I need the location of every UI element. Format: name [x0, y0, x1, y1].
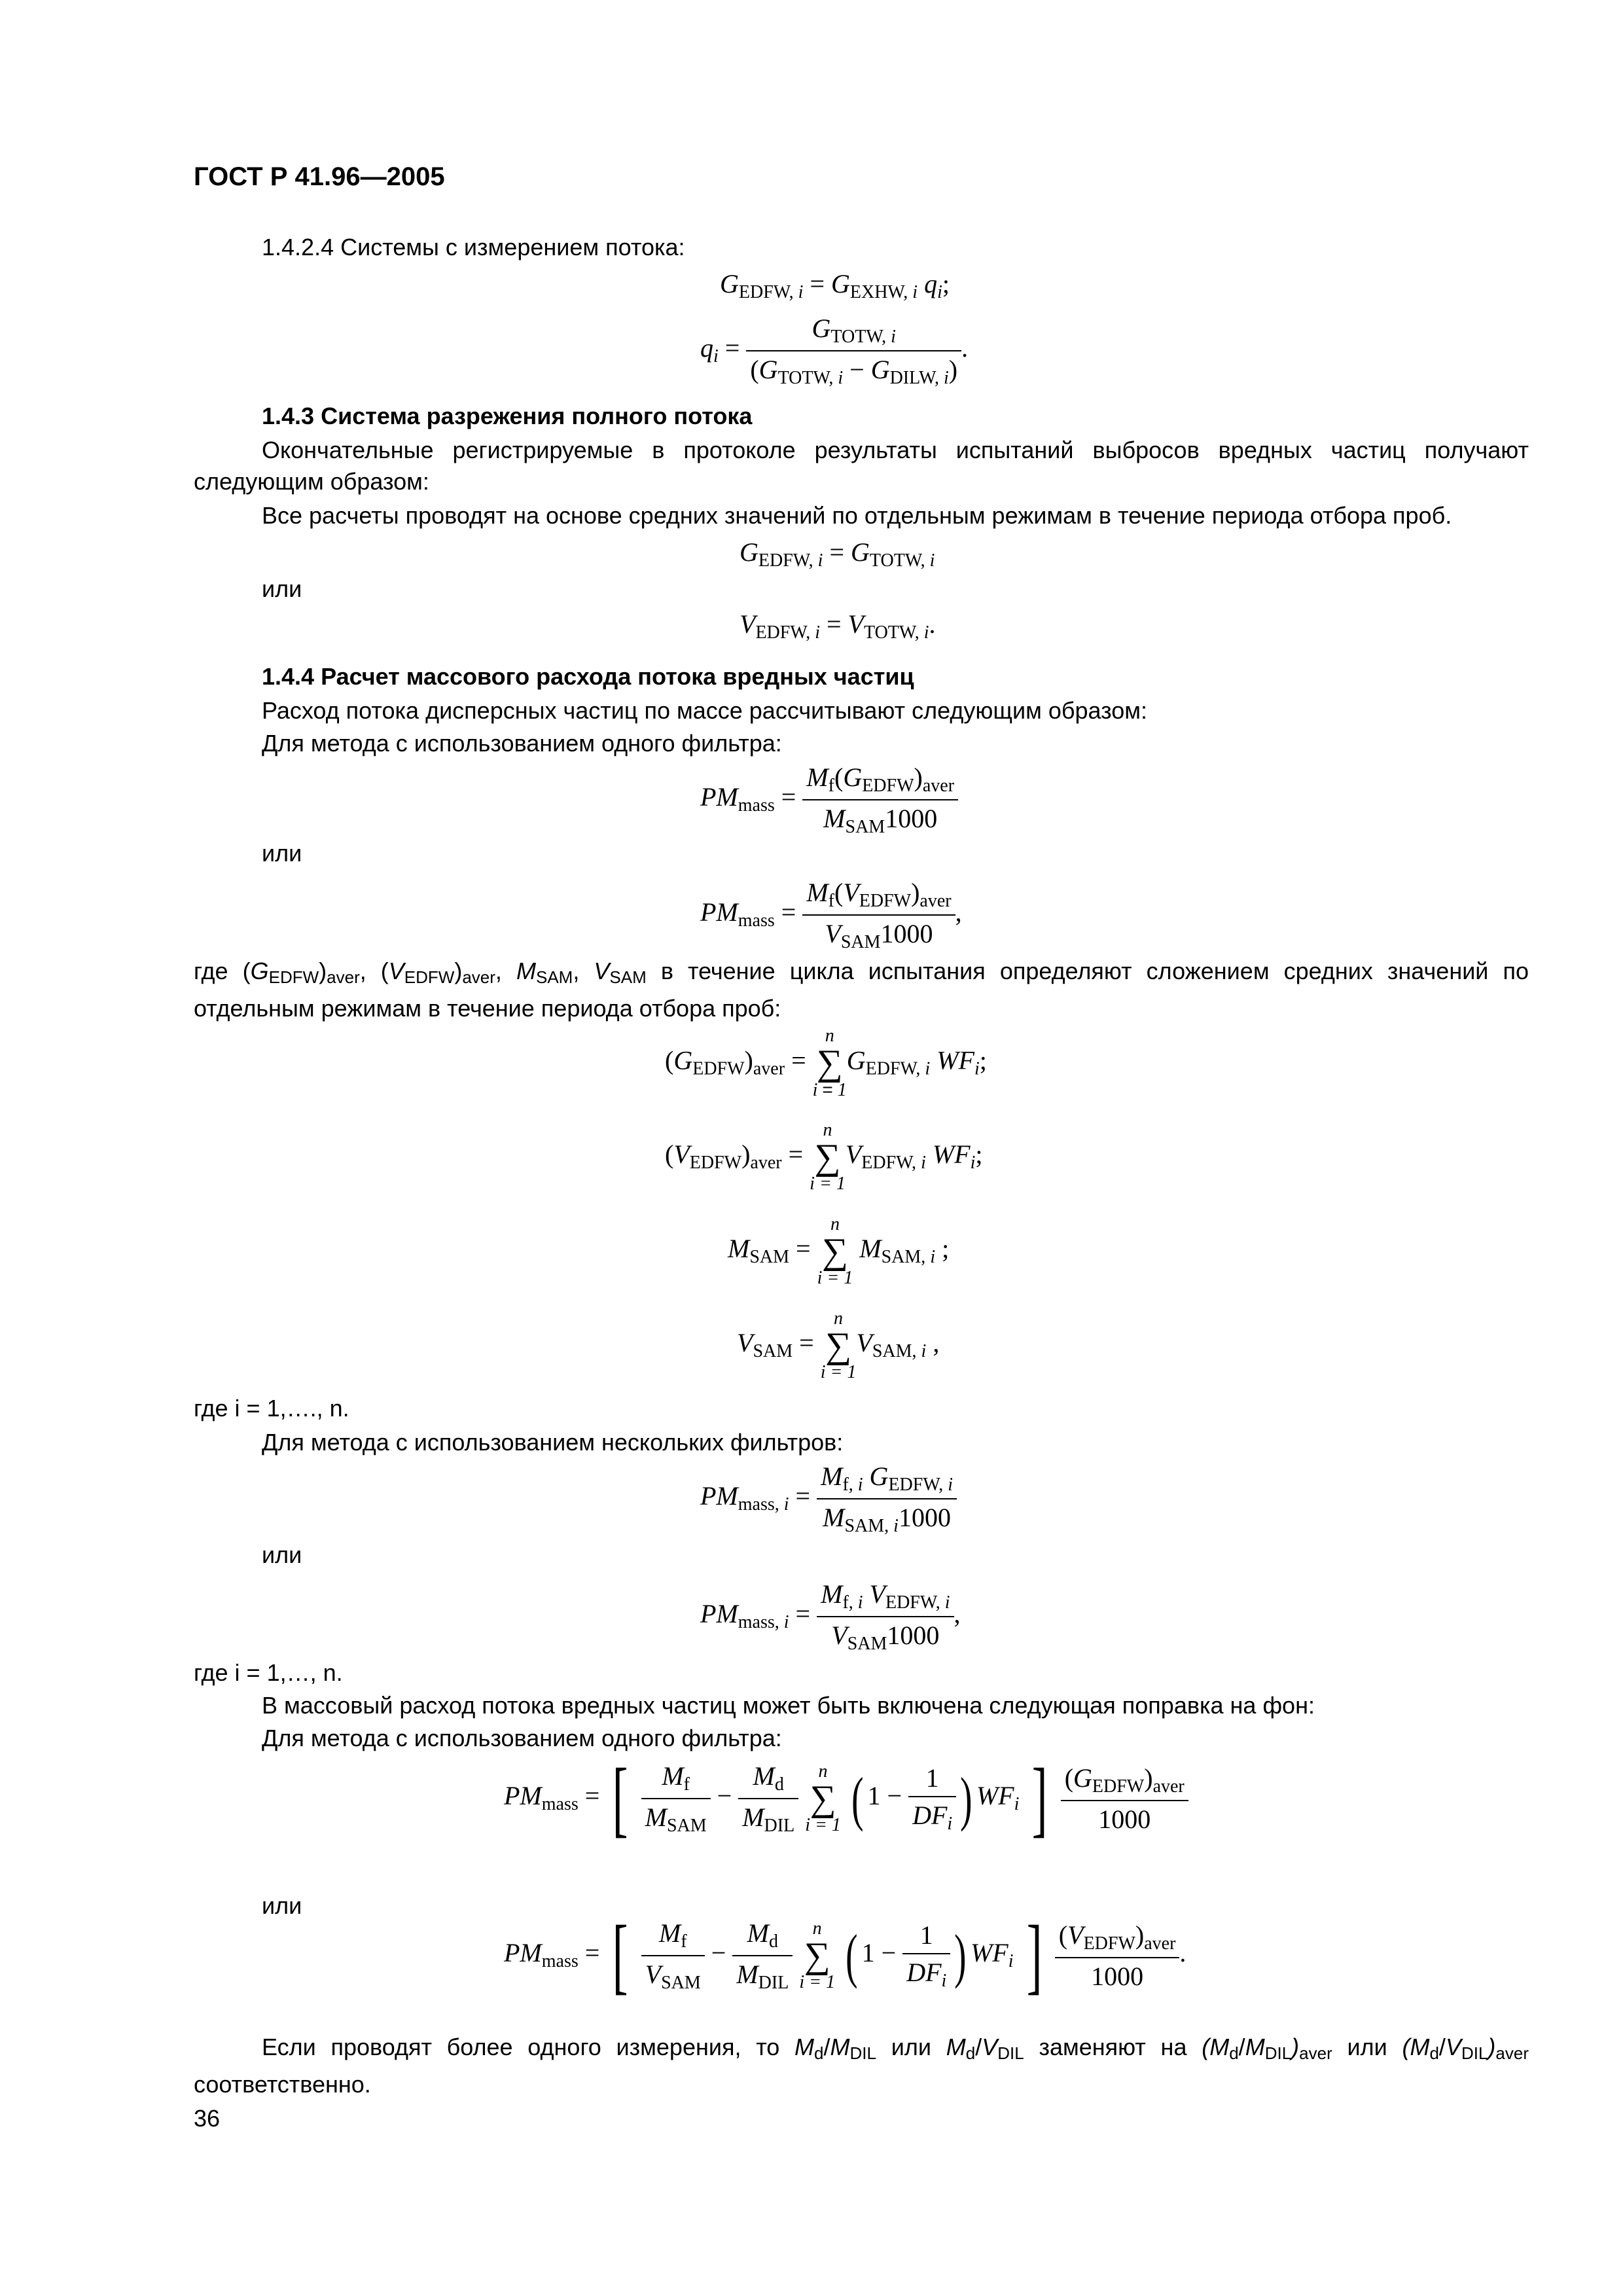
section-1-4-3-title: 1.4.3 Система разрежения полного потока: [262, 403, 753, 429]
final-replace: заменяют на: [1039, 2034, 1187, 2060]
final-text-2: соответственно.: [194, 2071, 371, 2098]
formula-gedfw-flow: $G_{EDFW, i} = G_{EXHW, i}$ $q_i$;: [720, 269, 950, 302]
final-or-2: или: [1347, 2034, 1387, 2060]
formula-sum-gedfw: $(G_{EDFW})_{aver}$ = n ∑ i = 1 $G_{EDFW, i}$ $WF_i$;: [665, 1026, 987, 1100]
formula-qi: $q_i$ = $\frac{G_{TOTW, i}}{(G_{TOTW, i} - G_{DILW, i})}$ .: [700, 314, 969, 388]
section-1-4-3-paragraph-1: Окончательные регистрируемые в протоколе результаты испытаний выбросов вредных частиц получают следующим образом:: [194, 437, 1529, 495]
or-text-1: или: [262, 575, 302, 602]
where-text-1: где (GEDFW)aver, (VEDFW)aver, MSAM, VSAM в течение цикла испытания определяют сложением средних значений по отдельным режимам в течение периода отбора проб:: [194, 958, 1529, 1022]
section-1-4-4-paragraph-3: Для метода с использованием нескольких фильтров:: [262, 1429, 844, 1456]
formula-background-correction-v: $PM_{mass}$ = [ $\frac{M_f}{V_{SAM}}$ − $\frac{M_d}{M_{DIL}}$ n ∑ i = 1 ( 1 − $\frac{1}{DF_i}$ ) $WF_i$ ] $\frac{(V_{EDFW})_{aver}}{1000}$ .: [504, 1909, 1186, 2003]
formula-sum-msam: $M_{SAM}$ = n ∑ i = 1 $M_{SAM, i}$ ;: [728, 1214, 950, 1288]
or-text-4: или: [262, 1892, 302, 1919]
where-i-text-1: где i = 1,…., n.: [194, 1395, 349, 1422]
formula-pmmass-v: $PM_{mass}$ = $\frac{M_f(V_{EDFW})_{aver}}{V_{SAM}1000}$ ,: [700, 878, 962, 952]
where-word-1: где: [194, 958, 228, 984]
where-i-text-2: где i = 1,…, n.: [194, 1659, 343, 1686]
section-1-4-4-paragraph-4: В массовый расход потока вредных частиц может быть включена следующая поправка на фон:: [262, 1692, 1315, 1719]
section-1-4-4-paragraph-2: Для метода с использованием одного фильтра:: [262, 730, 782, 757]
formula-background-correction-g: $PM_{mass}$ = [ $\frac{M_f}{M_{SAM}}$ − $\frac{M_d}{M_{DIL}}$ n ∑ i = 1 ( 1 − $\frac{1}{DF_i}$ ) $WF_i$ ] $\frac{(G_{EDFW})_{aver}}{1000}$: [504, 1759, 1188, 1838]
document-header: ГОСТ Р 41.96—2005: [194, 162, 445, 191]
final-paragraph: Если проводят более одного измерения, то Md/MDIL или Md/VDIL заменяют на (Md/MDIL)aver или (Md/VDIL)aver соответственно.: [194, 2034, 1529, 2098]
formula-pmmass-i-g: $PM_{mass, i}$ = $\frac{M_{f, i} G_{EDFW, i}}{M_{SAM, i}1000}$: [700, 1461, 957, 1537]
formula-gedfw-full: $G_{EDFW, i} = G_{TOTW, i}$: [740, 537, 935, 571]
section-1-4-4-title: 1.4.4 Расчет массового расхода потока вредных частиц: [262, 663, 914, 690]
or-text-2: или: [262, 840, 302, 867]
section-1-4-4-paragraph-1: Расход потока дисперсных частиц по массе рассчитывают следующим образом:: [262, 697, 1147, 724]
formula-sum-vsam: $V_{SAM}$ = n ∑ i = 1 $V_{SAM, i}$ ,: [737, 1308, 940, 1382]
section-1-4-4-paragraph-5: Для метода с использованием одного фильтра:: [262, 1725, 782, 1751]
section-1-4-3-paragraph-2: Все расчеты проводят на основе средних значений по отдельным режимам в течение периода отбора проб.: [262, 502, 1452, 529]
section-1-4-2-4-text: 1.4.2.4 Системы с измерением потока:: [262, 234, 685, 260]
formula-sum-vedfw: $(V_{EDFW})_{aver}$ = n ∑ i = 1 $V_{EDFW, i}$ $WF_i$;: [665, 1120, 983, 1194]
final-or-1: или: [891, 2034, 931, 2060]
final-text-1: Если проводят более одного измерения, то: [262, 2034, 780, 2060]
formula-pmmass-g: $PM_{mass}$ = $\frac{M_f(G_{EDFW})_{aver}}{M_{SAM}1000}$: [700, 762, 958, 838]
formula-pmmass-i-v: $PM_{mass, i}$ = $\frac{M_{f, i} V_{EDFW, i}}{V_{SAM}1000}$ ,: [700, 1579, 961, 1654]
formula-vedfw-full: $V_{EDFW, i} = V_{TOTW, i}$.: [740, 609, 936, 643]
where-description-1: в течение цикла испытания определяют сложением средних значений по отдельным режимам в течение периода отбора проб:: [194, 958, 1529, 1022]
page-number: 36: [194, 2105, 221, 2132]
or-text-3: или: [262, 1541, 302, 1568]
